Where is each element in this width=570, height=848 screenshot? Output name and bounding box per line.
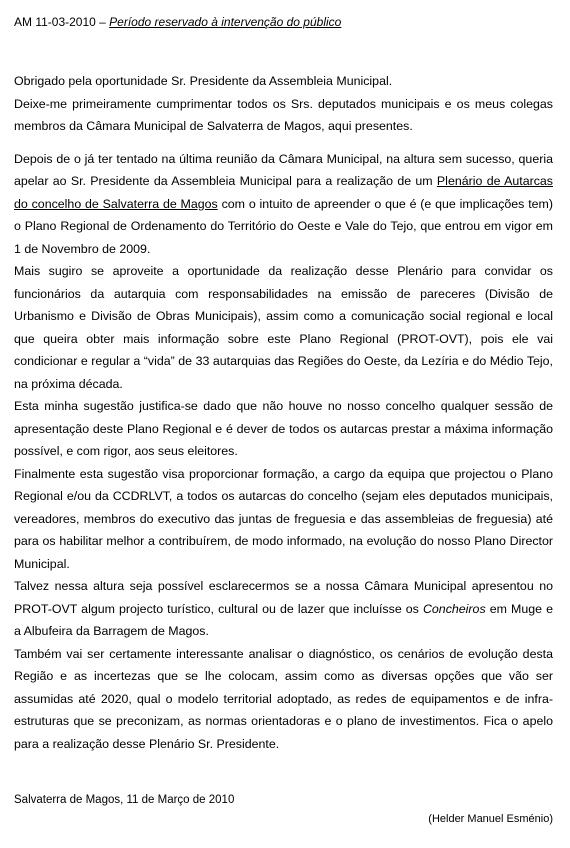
header-title: Período reservado à intervenção do público xyxy=(109,15,342,29)
concheiros-italic-text: Concheiros xyxy=(422,601,486,616)
header-date: AM 11-03-2010 xyxy=(14,15,96,29)
document-body xyxy=(14,70,553,755)
paragraph-greeting xyxy=(14,93,553,138)
signature: (Helder Manuel Esménio) xyxy=(428,813,553,825)
paragraph-plenary-request xyxy=(14,148,553,261)
paragraph-projects-text-b: em Muge e a Albufeira da Barragem de Magos. xyxy=(14,601,553,638)
paragraph-plenary-text-a: Depois de o já ter tentado na última reunião da Câmara Municipal, na altura sem sucesso, queria apelar ao Sr. Presidente da Assembleia Municipal para a realização de um xyxy=(14,151,553,188)
paragraph-training xyxy=(14,463,553,576)
paragraph-diagnosis xyxy=(14,643,553,756)
paragraph-justification-text: Esta minha sugestão justifica-se dado que não houve no nosso concelho qualquer sessão de apresentação deste Plano Regional e é dever de todos os autarcas prestar a máxima informação possível, e com rigor, aos seus eleitores. xyxy=(14,399,553,458)
paragraph-training-text: Finalmente esta sugestão visa proporcionar formação, a cargo da equipa que projectou o Plano Regional e/ou da CCDRLVT, a todos os autarcas do concelho (sejam eles deputados municipais, vereadores, membros do executivo das juntas de freguesia e das assembleias de freguesia) até para os habilitar melhor a contribuírem, de modo informado, na evolução do nosso Plano Director Municipal. xyxy=(14,466,553,571)
paragraph-justification xyxy=(14,395,553,463)
paragraph-projects-text-a: Talvez nessa altura seja possível esclarecermos se a nossa Câmara Municipal apresentou no PROT-OVT algum projecto turístico, cultural ou de lazer que incluísse os xyxy=(14,579,553,616)
header-separator: – xyxy=(95,15,110,29)
paragraph-thanks xyxy=(14,70,553,93)
paragraph-diagnosis-text: Também vai ser certamente interessante analisar o diagnóstico, os cenários de evolução desta Região e as incertezas que se lhe colocam, assim como as diversas opções que vão ser assumidas até 2020, qual o modelo territorial adoptado, as redes de equipamentos e de infra-estruturas que se preconizam, as normas orientadoras e o plano de investimentos. Fica o apelo para a realização desse Plenário Sr. Presidente. xyxy=(14,646,553,751)
paragraph-invite xyxy=(14,260,553,395)
paragraph-thanks-text: Obrigado pela oportunidade Sr. Presidente da Assembleia Municipal. xyxy=(14,74,393,88)
paragraph-projects xyxy=(14,575,553,643)
document-header xyxy=(14,14,341,30)
paragraph-invite-text: Mais sugiro se aproveite a oportunidade da realização desse Plenário para convidar os funcionários da autarquia com responsabilidades na emissão de pareceres (Divisão de Urbanismo e Divisão de Obras Municipais), assim como a comunicação social regional e local que queira obter mais informação sobre este Plano Regional (PROT-OVT), pois ele vai condicionar e regular a “vida” de 33 autarquias das Regiões do Oeste, da Lezíria e do Médio Tejo, na próxima década. xyxy=(14,264,553,391)
place-and-date: Salvaterra de Magos, 11 de Março de 2010 xyxy=(14,794,235,806)
paragraph-greeting-text: Deixe-me primeiramente cumprimentar todos os Srs. deputados municipais e os meus colegas membros da Câmara Municipal de Salvaterra de Magos, aqui presentes. xyxy=(14,96,553,133)
plenary-underlined-text: Plenário de Autarcas do concelho de Salvaterra de Magos xyxy=(14,174,553,211)
paragraph-plenary-text-b: com o intuito de apreender o que é (e que implicações tem) o Plano Regional de Ordenamento do Território do Oeste e Vale do Tejo, que entrou em vigor em 1 de Novembro de 2009. xyxy=(14,196,553,256)
